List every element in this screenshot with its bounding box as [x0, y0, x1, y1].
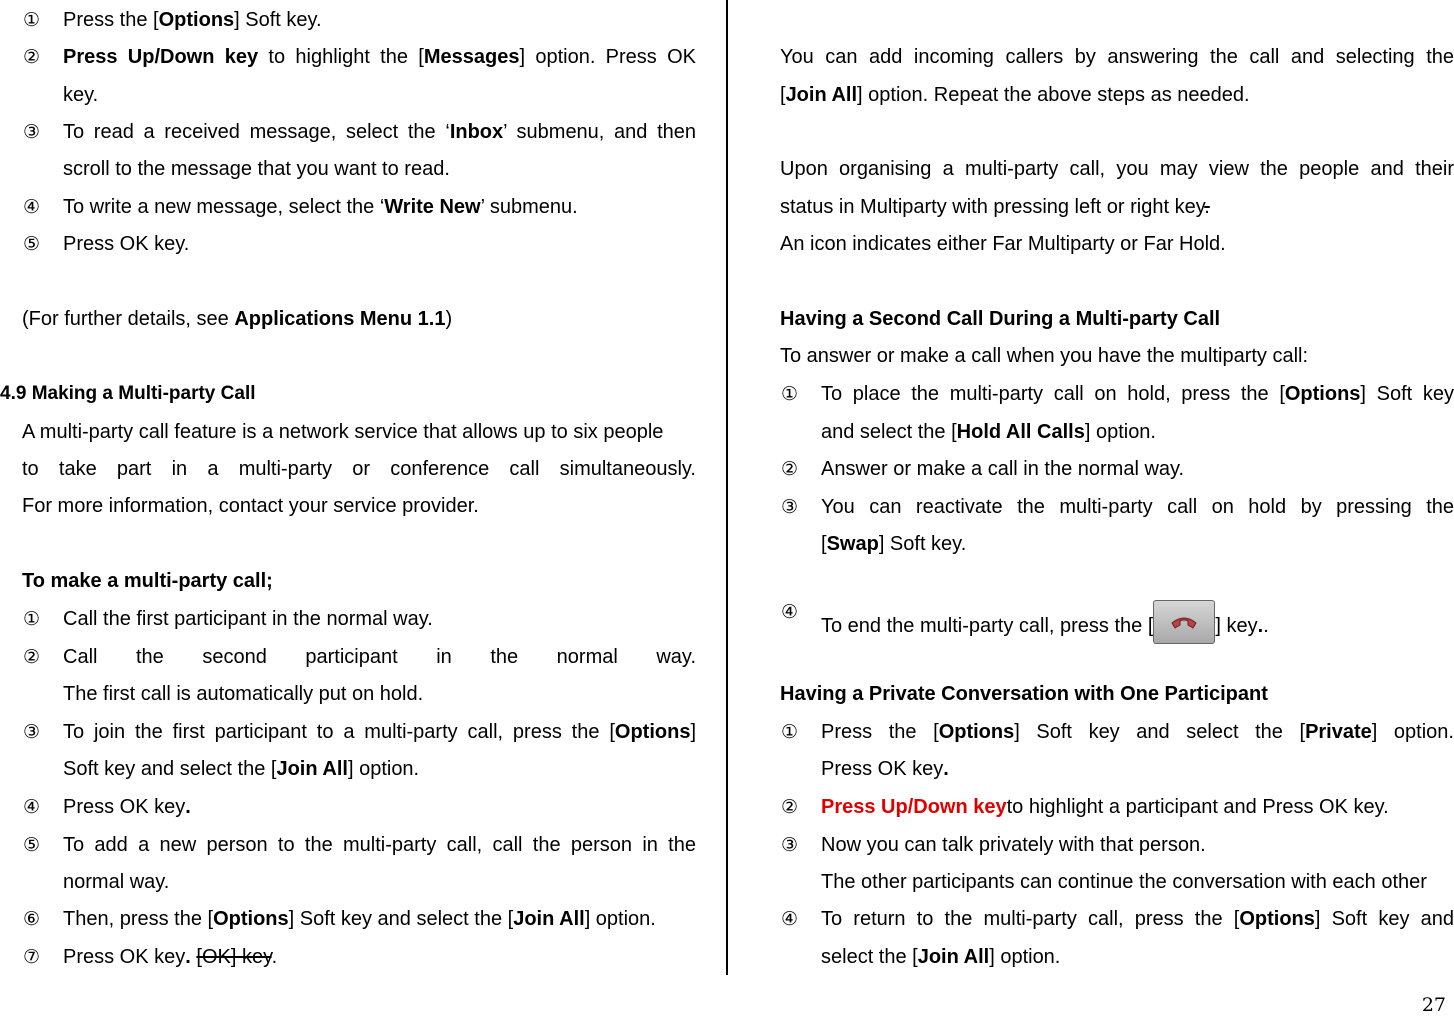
instruction-line: scroll to the message that you want to read.	[63, 158, 450, 180]
instruction-line: To write a new message, select the ‘Write New’ submenu.	[63, 196, 578, 218]
step-number: ①	[23, 608, 41, 630]
section-heading: 4.9 Making a Multi-party Call	[0, 383, 256, 404]
instruction-line: To return to the multi-party call, press the [Options] Soft key and	[821, 908, 1454, 930]
instruction-line: The other participants can continue the conversation with each other	[821, 871, 1427, 893]
end-call-key-icon	[1153, 600, 1215, 644]
instruction-line: Press the [Options] Soft key and select the [Private] option.	[821, 721, 1454, 743]
cross-reference: (For further details, see Applications Menu 1.1)	[22, 308, 453, 330]
paragraph-line: For more information, contact your service provider.	[22, 495, 479, 517]
paragraph-line: To answer or make a call when you have the multiparty call:	[780, 345, 1309, 367]
page-number: 27	[1421, 994, 1446, 1016]
paragraph-line: status in Multiparty with pressing left or right key.	[780, 196, 1210, 218]
paragraph-line: Upon organising a multi-party call, you may view the people and their	[780, 158, 1454, 180]
column-divider	[726, 0, 728, 975]
paragraph-line: [Join All] option. Repeat the above steps as needed.	[780, 84, 1250, 106]
instruction-line: To add a new person to the multi-party call, call the person in the	[63, 834, 696, 856]
instruction-line: Press Up/Down key to highlight the [Messages] option. Press OK	[63, 46, 696, 68]
step-number: ③	[781, 496, 799, 518]
instruction-line: [Swap] Soft key.	[821, 533, 967, 555]
instruction-line: Press OK key.	[63, 796, 191, 818]
instruction-line: To read a received message, select the ‘Inbox’ submenu, and then	[63, 121, 697, 143]
step-number: ③	[23, 721, 41, 743]
instruction-line: To place the multi-party call on hold, press the [Options] Soft key	[821, 383, 1454, 405]
instruction-line: and select the [Hold All Calls] option.	[821, 421, 1156, 443]
instruction-line: The first call is automatically put on hold.	[63, 683, 424, 705]
step-number: ②	[781, 458, 799, 480]
instruction-line: Then, press the [Options] Soft key and select the [Join All] option.	[63, 908, 656, 930]
paragraph-line: to take part in a multi-party or conference call simultaneously.	[22, 458, 696, 480]
instruction-line: To join the first participant to a multi-party call, press the [Options]	[63, 721, 696, 743]
step-number: ②	[23, 646, 41, 668]
step-number: ④	[781, 601, 799, 623]
step-number: ④	[781, 908, 799, 930]
subheading: To make a multi-party call;	[22, 570, 273, 592]
step-number: ⑤	[23, 834, 41, 856]
step-number: ⑦	[23, 946, 41, 968]
step-number: ④	[23, 796, 41, 818]
instruction-line: Now you can talk privately with that person.	[821, 834, 1206, 856]
instruction-line: You can reactivate the multi-party call on hold by pressing the	[821, 496, 1454, 518]
instruction-line: Soft key and select the [Join All] option.	[63, 758, 420, 780]
step-number: ①	[781, 383, 799, 405]
paragraph-line: You can add incoming callers by answering the call and selecting the	[780, 46, 1454, 68]
instruction-line: Answer or make a call in the normal way.	[821, 458, 1185, 480]
step-number: ①	[23, 9, 41, 31]
step-number: ④	[23, 196, 41, 218]
instruction-line: Press OK key.	[821, 758, 949, 780]
step-number: ②	[23, 46, 41, 68]
step-number: ②	[781, 796, 799, 818]
paragraph-line: An icon indicates either Far Multiparty or Far Hold.	[780, 233, 1226, 255]
instruction-line: Press the [Options] Soft key.	[63, 9, 322, 31]
subheading: Having a Private Conversation with One Participant	[780, 683, 1268, 705]
instruction-line: Call the second participant in the normal way.	[63, 646, 696, 668]
instruction-line: To end the multi-party call, press the [ ] key..	[821, 600, 1269, 644]
step-number: ③	[781, 834, 799, 856]
step-number: ⑥	[23, 908, 41, 930]
step-number: ⑤	[23, 233, 41, 255]
instruction-line: Press OK key.	[63, 233, 190, 255]
step-number: ①	[781, 721, 799, 743]
subheading: Having a Second Call During a Multi-party Call	[780, 308, 1221, 330]
instruction-line: select the [Join All] option.	[821, 946, 1061, 968]
struck-text: [OK] key	[196, 946, 272, 968]
instruction-line: Press OK key. [OK] key.	[63, 946, 278, 968]
instruction-line: key.	[63, 84, 99, 106]
instruction-line: Call the first participant in the normal way.	[63, 608, 433, 630]
paragraph-line: A multi-party call feature is a network service that allows up to six people	[22, 421, 664, 443]
instruction-line: normal way.	[63, 871, 170, 893]
highlight-text: Press Up/Down key	[821, 796, 1007, 818]
step-number: ③	[23, 121, 41, 143]
instruction-line: Press Up/Down keyto highlight a participant and Press OK key.	[821, 796, 1389, 818]
